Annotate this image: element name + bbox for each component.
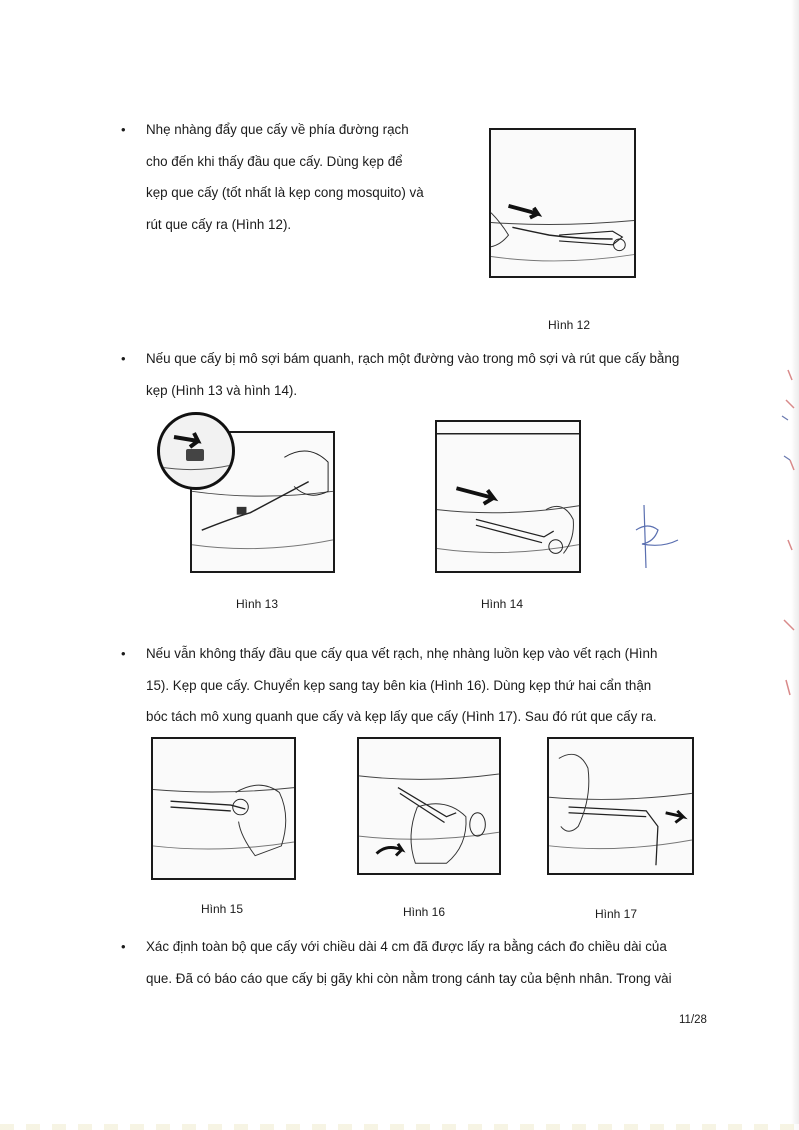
page-number: 11/28 (679, 1014, 707, 1026)
bullet-4-line-1: Xác định toàn bộ que cấy với chiều dài 4 cm đã được lấy ra bằng cách đo chiều dài của (146, 939, 667, 954)
caption-figure-15: Hình 15 (201, 902, 244, 916)
bullet-marker: • (121, 122, 126, 137)
caption-figure-16: Hình 16 (403, 905, 446, 919)
caption-figure-14: Hình 14 (481, 597, 524, 611)
caption-figure-13: Hình 13 (236, 597, 279, 611)
bullet-2-line-1: Nếu que cấy bị mô sợi bám quanh, rạch một đường vào trong mô sợi và rút que cấy bằng (146, 351, 680, 366)
caption-figure-17: Hình 17 (595, 907, 638, 921)
figure-17-illustration (547, 737, 694, 875)
bullet-1-line-4: rút que cấy ra (Hình 12). (146, 216, 292, 232)
figure-15-illustration (151, 737, 296, 880)
bullet-3-text (146, 638, 726, 733)
bullet-marker: • (121, 939, 126, 954)
bullet-2-line-2: kẹp (Hình 13 và hình 14). (146, 382, 298, 398)
bullet-1-text (146, 114, 446, 240)
scan-bottom-noise (0, 1124, 799, 1130)
bullet-4-text (146, 931, 726, 994)
bullet-marker: • (121, 646, 126, 661)
caption-figure-12: Hình 12 (548, 318, 591, 332)
bullet-1-line-2: cho đến khi thấy đầu que cấy. Dùng kẹp để (146, 153, 403, 169)
bullet-2-text (146, 343, 726, 406)
bullet-4-line-2: que. Đã có báo cáo que cấy bị gãy khi còn nằm trong cánh tay của bệnh nhân. Trong vài (146, 970, 672, 986)
scan-stamp-fragment (778, 360, 798, 700)
bullet-1-line-3: kẹp que cấy (tốt nhất là kẹp cong mosquito) và (146, 185, 424, 200)
bullet-3-line-3: bóc tách mô xung quanh que cấy và kẹp lấy que cấy (Hình 17). Sau đó rút que cấy ra. (146, 709, 657, 724)
figure-13-zoom-inset (157, 412, 235, 490)
bullet-3-line-1: Nếu vẫn không thấy đầu que cấy qua vết rạch, nhẹ nhàng luồn kẹp vào vết rạch (Hình (146, 646, 658, 661)
figure-14-illustration (435, 420, 581, 573)
figure-16-illustration (357, 737, 501, 875)
figure-12-illustration (489, 128, 636, 278)
bullet-marker: • (121, 351, 126, 366)
bullet-1-line-1: Nhẹ nhàng đẩy que cấy về phía đường rạch (146, 122, 409, 137)
bullet-3-line-2: 15). Kẹp que cấy. Chuyển kẹp sang tay bên kia (Hình 16). Dùng kẹp thứ hai cẩn thận (146, 677, 652, 693)
handwritten-signature (628, 500, 688, 570)
